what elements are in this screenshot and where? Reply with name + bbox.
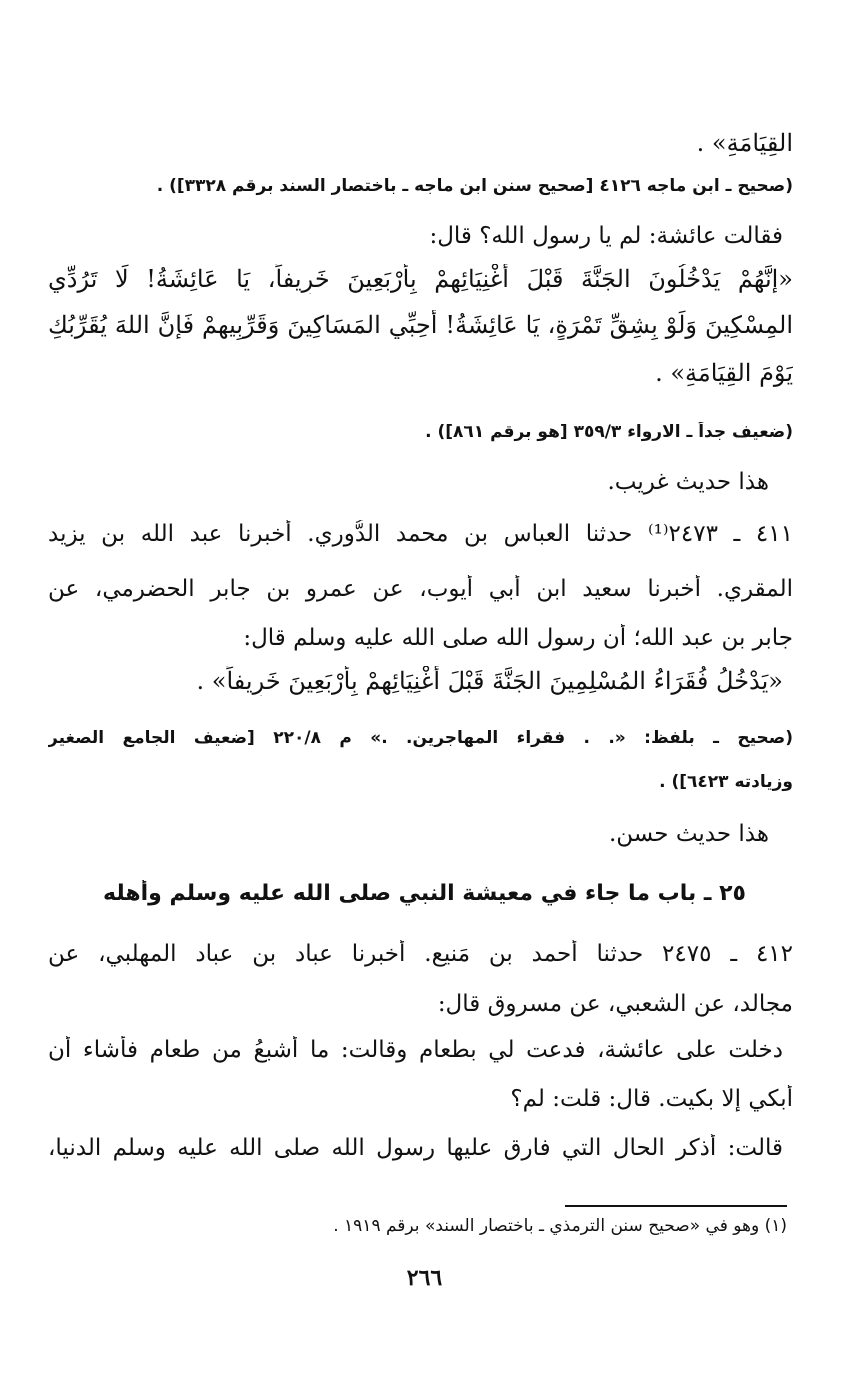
hadith-chain: ٤١٢ ـ ٢٤٧٥ حدثنا أحمد بن مَنيع. أخبرنا عباد بن عباد المهلبي، عن <box>48 941 793 967</box>
source-citation: (ضعيف جداً ـ الارواء ٣٥٩/٣ [هو برقم ٨٦١]) . <box>425 422 793 442</box>
hadith-text: «يَدْخُلُ فُقَرَاءُ المُسْلِمِينَ الجَنَّةَ قَبْلَ أَغْنِيَائِهِمْ بِأَرْبَعِينَ خَرِيفاً» . <box>196 667 783 695</box>
text-line: أبكي إلا بكيت. قال: قلت: لم؟ <box>510 1086 793 1112</box>
grading-text: هذا حديث حسن. <box>608 821 769 847</box>
source-citation: (صحيح ـ بلفظ: «. . فقراء المهاجرين. .» م ٢٢٠/٨ [ضعيف الجامع الصغير <box>48 728 793 748</box>
text-line: قالت: أذكر الحال التي فارق عليها رسول الله صلى الله عليه وسلم الدنيا، <box>48 1135 783 1161</box>
hadith-chain: المقري. أخبرنا سعيد ابن أبي أيوب، عن عمرو بن جابر الحضرمي، عن <box>48 576 793 602</box>
hadith-chain: جابر بن عبد الله؛ أن رسول الله صلى الله عليه وسلم قال: <box>243 625 793 651</box>
text-line: القِيَامَةِ» . <box>696 129 793 157</box>
hadith-text: «إِنَّهُمْ يَدْخُلُونَ الجَنَّةَ قَبْلَ أَغْنِيَائِهِمْ بِأَرْبَعِينَ خَرِيفاً، يَا عَائِشَةُ! لَا تَرُدِّي <box>48 265 793 293</box>
footnote-separator <box>565 1205 787 1207</box>
text-line: دخلت على عائشة، فدعت لي بطعام وقالت: ما أشبعُ من طعام فأشاء أن <box>48 1037 783 1063</box>
text-line: فقالت عائشة: لم يا رسول الله؟ قال: <box>429 223 783 249</box>
hadith-chain: ٤١١ ـ ٢٤٧٣⁽¹⁾ حدثنا العباس بن محمد الدُّوري. أخبرنا عبد الله بن يزيد <box>48 521 793 547</box>
hadith-chain: مجالد، عن الشعبي، عن مسروق قال: <box>437 991 793 1017</box>
source-citation: وزيادته ٦٤٢٣]) . <box>659 772 793 792</box>
footnote: (١) وهو في «صحيح سنن الترمذي ـ باختصار السند» برقم ١٩١٩ . <box>333 1216 787 1236</box>
page-number: ٢٦٦ <box>406 1265 443 1291</box>
hadith-text: المِسْكِينَ وَلَوْ بِشِقِّ تَمْرَةٍ، يَا عَائِشَةُ! أَحِبِّي المَسَاكِينَ وَقَرِّبِيهِمْ فَإِنَّ اللهَ يُقَرِّبُكِ <box>48 311 793 339</box>
chapter-heading: ٢٥ ـ باب ما جاء في معيشة النبي صلى الله عليه وسلم وأهله <box>103 881 746 906</box>
hadith-text: يَوْمَ القِيَامَةِ» . <box>655 359 793 387</box>
grading-text: هذا حديث غريب. <box>607 469 769 495</box>
source-citation: (صحيح ـ ابن ماجه ٤١٢٦ [صحيح سنن ابن ماجه ـ باختصار السند برقم ٣٣٢٨]) . <box>156 176 793 196</box>
